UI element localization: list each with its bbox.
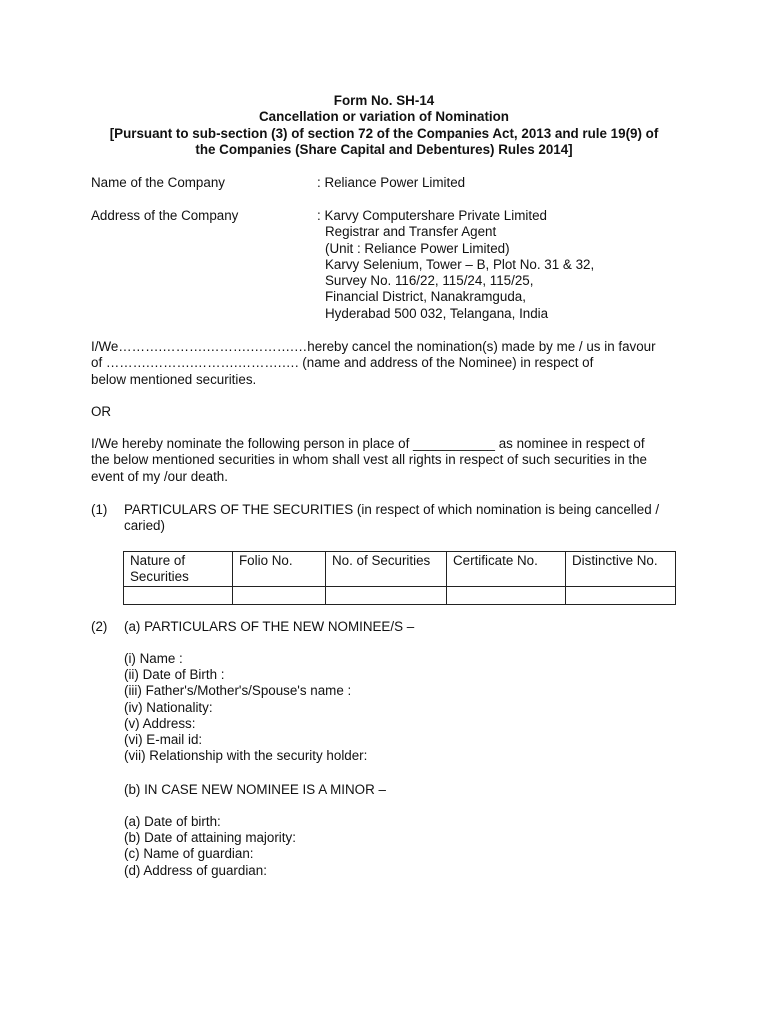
or-separator: OR	[91, 404, 112, 419]
nominate-paragraph	[91, 436, 681, 485]
section-1-heading	[124, 502, 684, 535]
minor-field-date-of-birth: (a) Date of birth:	[124, 814, 221, 829]
nominee-field-nationality: (iv) Nationality:	[124, 699, 213, 715]
cancel-nomination-paragraph	[91, 339, 681, 388]
cancel-paragraph-line: I/We……….……….……….……….…hereby cancel the nomination(s) made by me / us in favour	[91, 339, 656, 354]
nominee-field-parent-spouse-name: (iii) Father's/Mother's/Spouse's name :	[124, 683, 352, 699]
minor-field-date-of-majority: (b) Date of attaining majority:	[124, 830, 296, 846]
column-header-certificate-no: Certificate No.	[447, 552, 566, 587]
nominee-field-date-of-birth: (ii) Date of Birth :	[124, 667, 225, 683]
nominee-field-address: (v) Address:	[124, 715, 196, 731]
table-header-row	[124, 552, 676, 587]
section-2b-heading: (b) IN CASE NEW NOMINEE IS A MINOR –	[124, 782, 386, 797]
nominee-field-email: (vi) E-mail id:	[124, 732, 203, 748]
column-header-nature-of-securities: Nature of Securities	[124, 552, 233, 587]
nominate-paragraph-line: I/We hereby nominate the following person in place of ___________ as nominee in respect of	[91, 436, 645, 451]
nominate-paragraph-line: event of my /our death.	[91, 468, 228, 484]
minor-nominee-fields-list	[124, 814, 296, 879]
table-cell[interactable]	[566, 587, 676, 605]
section-1-heading-line: caried)	[124, 518, 165, 534]
nominate-paragraph-line: the below mentioned securities in whom shall vest all rights in respect of such securities in the	[91, 452, 647, 468]
address-line: Hyderabad 500 032, Telangana, India	[325, 305, 549, 321]
form-reference-line-2: the Companies (Share Capital and Debentures) Rules 2014]	[195, 141, 573, 157]
column-header-no-of-securities: No. of Securities	[326, 552, 447, 587]
company-address-label: Address of the Company	[91, 208, 239, 223]
company-name-value: : Reliance Power Limited	[317, 175, 466, 190]
securities-table	[123, 551, 676, 605]
section-1-heading-line: PARTICULARS OF THE SECURITIES (in respect of which nomination is being cancelled /	[124, 502, 660, 517]
table-cell[interactable]	[326, 587, 447, 605]
column-header-distinctive-no: Distinctive No.	[566, 552, 676, 587]
form-title: Form No. SH-14	[333, 93, 435, 108]
nominee-field-name: (i) Name :	[124, 651, 183, 666]
form-subtitle: Cancellation or variation of Nomination	[259, 109, 509, 125]
address-line: : Karvy Computershare Private Limited	[317, 208, 547, 223]
nominee-field-relationship: (vii) Relationship with the security holder:	[124, 748, 368, 764]
minor-field-guardian-name: (c) Name of guardian:	[124, 846, 254, 862]
form-reference-line-1: [Pursuant to sub-section (3) of section 72 of the Companies Act, 2013 and rule 19(9) of	[109, 125, 659, 141]
address-line: Registrar and Transfer Agent	[325, 224, 497, 240]
address-line: Survey No. 116/22, 115/24, 115/25,	[325, 273, 534, 289]
table-cell[interactable]	[447, 587, 566, 605]
company-name-label: Name of the Company	[91, 175, 225, 190]
section-2a-heading: (a) PARTICULARS OF THE NEW NOMINEE/S –	[124, 619, 415, 634]
table-cell[interactable]	[124, 587, 233, 605]
table-row	[124, 587, 676, 605]
company-address-value	[317, 208, 677, 322]
cancel-paragraph-line: below mentioned securities.	[91, 371, 257, 387]
minor-field-guardian-address: (d) Address of guardian:	[124, 862, 267, 878]
table-cell[interactable]	[233, 587, 326, 605]
address-line: Karvy Selenium, Tower – B, Plot No. 31 & 32,	[325, 256, 595, 272]
section-2-number: (2)	[91, 619, 108, 634]
section-1-number: (1)	[91, 502, 108, 517]
form-header	[80, 93, 688, 158]
address-line: (Unit : Reliance Power Limited)	[325, 240, 510, 256]
cancel-paragraph-line: of ……….……….……….……….…. (name and address of the Nominee) in respect of	[91, 355, 594, 371]
new-nominee-fields-list	[124, 651, 367, 764]
column-header-folio-no: Folio No.	[233, 552, 326, 587]
address-line: Financial District, Nanakramguda,	[325, 289, 526, 305]
